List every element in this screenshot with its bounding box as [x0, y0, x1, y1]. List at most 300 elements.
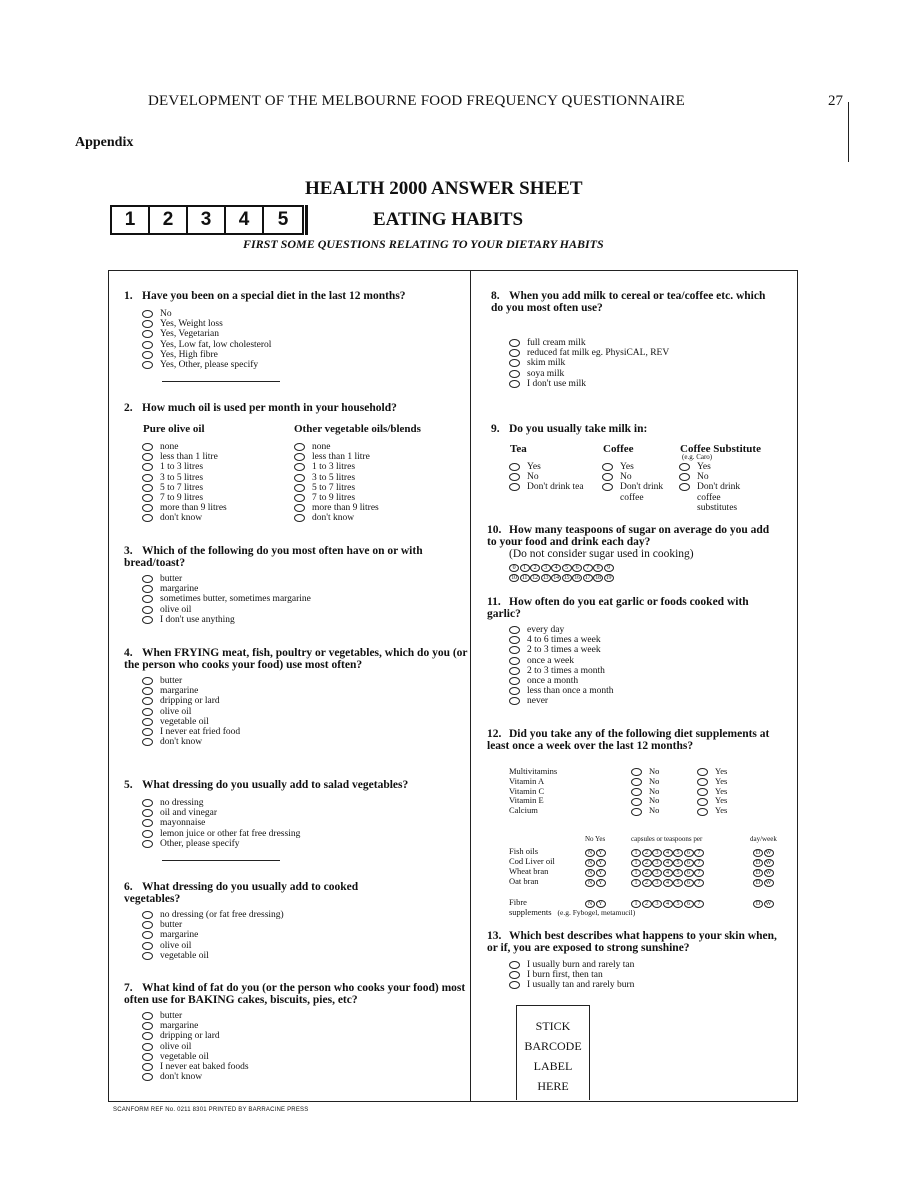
answer-bubble[interactable] — [294, 443, 305, 451]
option-label: Yes, Weight loss — [160, 319, 223, 330]
answer-bubble[interactable] — [142, 1032, 153, 1040]
q12-supplements — [509, 847, 774, 887]
answer-option[interactable] — [602, 462, 674, 472]
answer-bubble[interactable] — [142, 341, 153, 349]
answer-option[interactable] — [142, 605, 311, 615]
answer-option[interactable] — [142, 1062, 249, 1072]
quantity-bubble[interactable]: 3 — [652, 900, 662, 908]
answer-bubble[interactable] — [294, 463, 305, 471]
quantity-bubble[interactable]: 1 — [631, 900, 641, 908]
answer-bubble[interactable] — [142, 931, 153, 939]
no-label: No — [649, 766, 660, 776]
answer-bubble[interactable] — [509, 971, 520, 979]
answer-option[interactable] — [142, 503, 227, 513]
answer-bubble[interactable] — [142, 606, 153, 614]
no-option[interactable] — [631, 777, 697, 787]
digit-bubble[interactable]: 15 — [562, 574, 572, 582]
supplement-name: Vitamin C — [509, 785, 545, 796]
digit-bubble[interactable]: 10 — [509, 574, 519, 582]
question-2: 2. How much oil is used per month in your household? — [124, 402, 397, 414]
answer-bubble[interactable] — [142, 504, 153, 512]
id-digit-box: 3 — [188, 207, 226, 233]
option-label: Yes, Vegetarian — [160, 329, 220, 340]
answer-bubble[interactable] — [697, 808, 708, 816]
answer-option[interactable] — [142, 513, 227, 523]
quantity-bubble[interactable]: 5 — [673, 859, 683, 867]
yes-label: Yes — [715, 805, 728, 816]
q13-options — [509, 960, 634, 991]
answer-bubble[interactable] — [509, 657, 520, 665]
answer-option[interactable] — [509, 676, 614, 686]
answer-bubble[interactable] — [142, 718, 153, 726]
barcode-line: HERE — [537, 1079, 569, 1093]
answer-option[interactable] — [509, 472, 589, 482]
answer-bubble[interactable] — [142, 1053, 153, 1061]
yes-option[interactable] — [697, 787, 763, 797]
answer-option[interactable] — [142, 910, 284, 920]
answer-bubble[interactable] — [142, 799, 153, 807]
quantity-bubble[interactable]: 7 — [694, 900, 704, 908]
answer-bubble[interactable] — [142, 494, 153, 502]
quantity-bubble[interactable]: 6 — [684, 879, 694, 887]
digit-bubble[interactable]: 5 — [562, 564, 572, 572]
yes-label: Yes — [715, 766, 728, 776]
answer-bubble[interactable] — [142, 687, 153, 695]
answer-bubble[interactable] — [142, 819, 153, 827]
answer-bubble[interactable] — [294, 494, 305, 502]
supplement-name: Cod Liver oil — [509, 856, 555, 867]
digit-bubble[interactable]: 12 — [530, 574, 540, 582]
answer-option[interactable] — [509, 379, 669, 389]
answer-bubble[interactable] — [509, 687, 520, 695]
quantity-bubble[interactable]: 7 — [694, 879, 704, 887]
quantity-bubble[interactable]: 7 — [694, 849, 704, 857]
answer-bubble[interactable] — [294, 514, 305, 522]
quantity-bubble[interactable]: 2 — [642, 859, 652, 867]
answer-option[interactable] — [142, 951, 284, 961]
quantity-bubble[interactable]: 1 — [631, 859, 641, 867]
answer-bubble[interactable] — [509, 359, 520, 367]
answer-bubble[interactable] — [294, 484, 305, 492]
answer-bubble[interactable] — [631, 808, 642, 816]
answer-option[interactable] — [142, 829, 300, 839]
quantity-bubble[interactable]: 2 — [642, 900, 652, 908]
option-label: less than once a month — [527, 686, 614, 697]
digit-bubble[interactable]: 6 — [572, 564, 582, 572]
answer-option[interactable] — [509, 358, 669, 368]
answer-option[interactable] — [142, 1021, 249, 1031]
answer-option[interactable] — [142, 727, 240, 737]
option-label: I usually burn and rarely tan — [527, 960, 635, 970]
answer-bubble[interactable] — [679, 483, 690, 491]
digit-bubble[interactable]: 13 — [541, 574, 551, 582]
answer-bubble[interactable] — [294, 474, 305, 482]
yes-option[interactable] — [697, 796, 763, 806]
answer-option[interactable] — [509, 462, 589, 472]
answer-option[interactable] — [294, 513, 379, 523]
no-option[interactable] — [631, 796, 697, 806]
no-option[interactable] — [631, 806, 697, 816]
digit-bubble[interactable]: 11 — [520, 574, 530, 582]
digit-bubble[interactable]: 18 — [593, 574, 603, 582]
answer-bubble[interactable] — [142, 1043, 153, 1051]
ny-bubble[interactable]: Y — [596, 849, 606, 857]
q4-options — [142, 676, 240, 747]
q12-head-capsules: capsules or teaspoons per — [631, 835, 703, 843]
answer-option[interactable] — [294, 462, 379, 472]
ny-bubble[interactable]: N — [585, 900, 595, 908]
answer-option[interactable] — [142, 350, 271, 360]
answer-option[interactable] — [509, 970, 634, 980]
answer-bubble[interactable] — [142, 351, 153, 359]
supplement-name: Calcium — [509, 805, 538, 816]
digit-bubble[interactable]: 14 — [551, 574, 561, 582]
quantity-bubble[interactable]: 1 — [631, 849, 641, 857]
digit-bubble[interactable]: 0 — [509, 564, 519, 572]
supplement-row — [509, 806, 763, 816]
ny-bubble[interactable]: Y — [596, 900, 606, 908]
answer-option[interactable] — [142, 941, 284, 951]
q8-options — [509, 338, 669, 389]
digit-bubble[interactable]: 2 — [530, 564, 540, 572]
answer-option[interactable] — [142, 676, 240, 686]
answer-option[interactable] — [142, 930, 284, 940]
answer-option[interactable] — [509, 369, 669, 379]
answer-option[interactable] — [294, 503, 379, 513]
q9-substitute-options — [679, 462, 769, 513]
digit-bubble[interactable]: 7 — [583, 564, 593, 572]
quantity-bubble[interactable]: 1 — [631, 869, 641, 877]
option-label: I usually tan and rarely burn — [527, 980, 635, 991]
answer-bubble[interactable] — [602, 463, 613, 471]
day-week-bubble[interactable]: D — [753, 879, 763, 887]
ny-bubble[interactable]: N — [585, 849, 595, 857]
option-label: margarine — [160, 930, 199, 941]
answer-option[interactable] — [142, 798, 300, 808]
quantity-bubble[interactable]: 4 — [663, 859, 673, 867]
answer-option[interactable] — [142, 360, 271, 370]
answer-bubble[interactable] — [509, 473, 520, 481]
ny-bubble[interactable]: N — [585, 869, 595, 877]
answer-bubble[interactable] — [602, 473, 613, 481]
quantity-bubble[interactable]: 7 — [694, 869, 704, 877]
answer-bubble[interactable] — [142, 443, 153, 451]
answer-bubble[interactable] — [142, 697, 153, 705]
option-label: butter — [160, 1011, 183, 1021]
answer-bubble[interactable] — [142, 952, 153, 960]
quantity-bubble[interactable]: 2 — [642, 849, 652, 857]
answer-bubble[interactable] — [631, 778, 642, 786]
q10-digits-row2 — [509, 573, 614, 582]
option-label: 2 to 3 times a week — [527, 645, 601, 656]
day-week-bubble[interactable]: W — [764, 869, 774, 877]
question-8: 8. When you add milk to cereal or tea/coffee etc. which do you most often use? — [491, 290, 766, 314]
option-label: no dressing (or fat free dressing) — [160, 910, 284, 920]
quantity-bubble[interactable]: 4 — [663, 869, 673, 877]
answer-option[interactable] — [509, 338, 669, 348]
answer-bubble[interactable] — [142, 320, 153, 328]
answer-bubble[interactable] — [679, 463, 690, 471]
answer-option[interactable] — [142, 574, 311, 584]
answer-option[interactable] — [142, 594, 311, 604]
answer-option[interactable] — [509, 696, 614, 706]
answer-bubble[interactable] — [142, 677, 153, 685]
answer-bubble[interactable] — [142, 595, 153, 603]
supplement-name: Fibre — [509, 897, 527, 908]
answer-bubble[interactable] — [509, 646, 520, 654]
quantity-bubble[interactable]: 5 — [673, 900, 683, 908]
answer-option[interactable] — [294, 493, 379, 503]
answer-option[interactable] — [142, 615, 311, 625]
answer-option[interactable] — [509, 645, 614, 655]
quantity-bubble[interactable]: 5 — [673, 879, 683, 887]
answer-option[interactable] — [509, 686, 614, 696]
quantity-bubble[interactable]: 6 — [684, 869, 694, 877]
answer-option[interactable] — [142, 584, 311, 594]
answer-option[interactable] — [602, 472, 674, 482]
answer-option[interactable] — [142, 309, 271, 319]
answer-bubble[interactable] — [142, 463, 153, 471]
answer-option[interactable] — [679, 472, 769, 482]
answer-bubble[interactable] — [142, 575, 153, 583]
answer-bubble[interactable] — [509, 463, 520, 471]
answer-bubble[interactable] — [697, 798, 708, 806]
answer-option[interactable] — [509, 348, 669, 358]
ny-bubble[interactable]: Y — [596, 869, 606, 877]
answer-bubble[interactable] — [142, 361, 153, 369]
digit-bubble[interactable]: 1 — [520, 564, 530, 572]
answer-option[interactable] — [142, 920, 284, 930]
option-label: margarine — [160, 584, 199, 595]
answer-option[interactable] — [294, 473, 379, 483]
answer-option[interactable] — [142, 1031, 249, 1041]
answer-option[interactable] — [142, 462, 227, 472]
answer-bubble[interactable] — [142, 911, 153, 919]
option-label: none — [312, 442, 331, 452]
answer-bubble[interactable] — [509, 697, 520, 705]
answer-bubble[interactable] — [631, 788, 642, 796]
option-label: No — [620, 472, 632, 483]
answer-option[interactable] — [294, 452, 379, 462]
answer-option[interactable] — [509, 980, 634, 990]
answer-bubble[interactable] — [142, 921, 153, 929]
answer-bubble[interactable] — [602, 483, 613, 491]
yes-option[interactable] — [697, 777, 763, 787]
answer-option[interactable] — [142, 319, 271, 329]
no-yes-bubbles — [585, 847, 631, 857]
answer-bubble[interactable] — [697, 778, 708, 786]
answer-option[interactable] — [142, 340, 271, 350]
answer-option[interactable] — [142, 717, 240, 727]
answer-option[interactable] — [142, 696, 240, 706]
quantity-bubble[interactable]: 3 — [652, 849, 662, 857]
quantity-bubble[interactable]: 4 — [663, 849, 673, 857]
answer-bubble[interactable] — [697, 768, 708, 776]
day-week-bubble[interactable]: W — [764, 879, 774, 887]
option-label: Other, please specify — [160, 838, 240, 849]
answer-bubble[interactable] — [509, 349, 520, 357]
quantity-bubble[interactable]: 7 — [694, 859, 704, 867]
yes-option[interactable] — [697, 767, 763, 777]
fibre-sub-label: supplements — [509, 907, 552, 917]
answer-option[interactable] — [142, 1072, 249, 1082]
digit-bubble[interactable]: 3 — [541, 564, 551, 572]
answer-bubble[interactable] — [294, 504, 305, 512]
quantity-bubble[interactable]: 3 — [652, 869, 662, 877]
answer-option[interactable] — [679, 462, 769, 472]
ny-bubble[interactable]: Y — [596, 879, 606, 887]
answer-option[interactable] — [509, 960, 634, 970]
quantity-bubble[interactable]: 6 — [684, 859, 694, 867]
answer-bubble[interactable] — [509, 626, 520, 634]
answer-option[interactable] — [142, 737, 240, 747]
answer-option[interactable] — [142, 808, 300, 818]
quantity-bubble[interactable]: 6 — [684, 849, 694, 857]
digit-bubble[interactable]: 8 — [593, 564, 603, 572]
section-title: EATING HABITS — [373, 209, 524, 230]
answer-bubble[interactable] — [142, 1022, 153, 1030]
answer-bubble[interactable] — [142, 616, 153, 624]
answer-bubble[interactable] — [142, 585, 153, 593]
answer-option[interactable] — [294, 483, 379, 493]
day-week-bubble[interactable]: W — [764, 849, 774, 857]
yes-label: Yes — [715, 795, 728, 806]
answer-bubble[interactable] — [142, 1012, 153, 1020]
option-label: mayonnaise — [160, 818, 206, 829]
day-week-bubble[interactable]: D — [753, 900, 763, 908]
answer-bubble[interactable] — [142, 1073, 153, 1081]
answer-option[interactable] — [509, 666, 614, 676]
question-12: 12. Did you take any of the following diet supplements at least once a week over the last 12 months? — [487, 728, 770, 752]
digit-bubble[interactable]: 16 — [572, 574, 582, 582]
answer-option[interactable] — [679, 482, 769, 513]
answer-bubble[interactable] — [509, 677, 520, 685]
q5-options — [142, 798, 300, 849]
ny-bubble[interactable]: N — [585, 859, 595, 867]
answer-option[interactable] — [142, 329, 271, 339]
column-divider — [470, 270, 471, 1102]
option-label: Yes, High fibre — [160, 349, 218, 360]
answer-bubble[interactable] — [509, 981, 520, 989]
quantity-bubble[interactable]: 2 — [642, 869, 652, 877]
day-week-bubble[interactable]: W — [764, 900, 774, 908]
barcode-line: LABEL — [533, 1059, 573, 1073]
answer-bubble[interactable] — [142, 728, 153, 736]
answer-bubble[interactable] — [142, 942, 153, 950]
quantity-bubble[interactable]: 1 — [631, 879, 641, 887]
answer-bubble[interactable] — [142, 840, 153, 848]
q9-tea-options — [509, 462, 589, 493]
quantity-bubbles — [631, 847, 753, 857]
answer-option[interactable] — [142, 483, 227, 493]
quantity-bubble[interactable]: 5 — [673, 849, 683, 857]
answer-option[interactable] — [142, 1052, 249, 1062]
option-label: vegetable oil — [160, 950, 209, 961]
quantity-bubble[interactable]: 5 — [673, 869, 683, 877]
day-week-bubble[interactable]: W — [764, 859, 774, 867]
no-option[interactable] — [631, 787, 697, 797]
answer-bubble[interactable] — [509, 667, 520, 675]
answer-bubble[interactable] — [509, 370, 520, 378]
q9-col-substitute: Coffee Substitute — [680, 443, 761, 455]
answer-bubble[interactable] — [142, 738, 153, 746]
no-option[interactable] — [631, 767, 697, 777]
answer-option[interactable] — [142, 839, 300, 849]
answer-option[interactable] — [142, 493, 227, 503]
answer-option[interactable] — [142, 686, 240, 696]
answer-bubble[interactable] — [631, 768, 642, 776]
yes-option[interactable] — [697, 806, 763, 816]
supplement-row — [509, 867, 774, 877]
answer-bubble[interactable] — [142, 453, 153, 461]
day-week-bubble[interactable]: D — [753, 869, 763, 877]
option-label: sometimes butter, sometimes margarine — [160, 594, 311, 605]
answer-bubble[interactable] — [142, 330, 153, 338]
digit-bubble[interactable]: 19 — [604, 574, 614, 582]
option-label: Yes — [527, 462, 541, 472]
answer-option[interactable] — [509, 482, 589, 492]
answer-bubble[interactable] — [631, 798, 642, 806]
answer-bubble[interactable] — [697, 788, 708, 796]
answer-bubble[interactable] — [509, 380, 520, 388]
answer-option[interactable] — [142, 818, 300, 828]
quantity-bubble[interactable]: 6 — [684, 900, 694, 908]
answer-bubble[interactable] — [142, 809, 153, 817]
answer-bubble[interactable] — [142, 1063, 153, 1071]
answer-bubble[interactable] — [509, 339, 520, 347]
answer-bubble[interactable] — [509, 636, 520, 644]
q10-digits-row1 — [509, 563, 614, 572]
answer-option[interactable] — [142, 1042, 249, 1052]
answer-bubble[interactable] — [142, 474, 153, 482]
answer-option[interactable] — [142, 473, 227, 483]
id-digit-boxes — [110, 205, 304, 235]
answer-bubble[interactable] — [142, 514, 153, 522]
quantity-bubble[interactable]: 3 — [652, 859, 662, 867]
ny-bubble[interactable]: Y — [596, 859, 606, 867]
day-week-bubbles — [753, 877, 774, 887]
answer-bubble[interactable] — [142, 708, 153, 716]
answer-bubble[interactable] — [142, 830, 153, 838]
day-week-bubble[interactable]: D — [753, 859, 763, 867]
answer-option[interactable] — [142, 442, 227, 452]
answer-bubble[interactable] — [294, 453, 305, 461]
quantity-bubble[interactable]: 2 — [642, 879, 652, 887]
option-label: I don't use anything — [160, 614, 235, 625]
digit-bubble[interactable]: 9 — [604, 564, 614, 572]
answer-option[interactable] — [142, 452, 227, 462]
quantity-bubble[interactable]: 4 — [663, 879, 673, 887]
quantity-bubble[interactable]: 3 — [652, 879, 662, 887]
ny-bubble[interactable]: N — [585, 879, 595, 887]
day-week-bubble[interactable]: D — [753, 849, 763, 857]
answer-option[interactable] — [509, 625, 614, 635]
answer-option[interactable] — [509, 656, 614, 666]
answer-bubble[interactable] — [509, 483, 520, 491]
answer-option[interactable] — [509, 635, 614, 645]
answer-option[interactable] — [142, 707, 240, 717]
answer-bubble[interactable] — [142, 310, 153, 318]
answer-bubble[interactable] — [679, 473, 690, 481]
answer-bubble[interactable] — [142, 484, 153, 492]
digit-bubble[interactable]: 4 — [551, 564, 561, 572]
answer-bubble[interactable] — [509, 961, 520, 969]
quantity-bubble[interactable]: 4 — [663, 900, 673, 908]
answer-option[interactable] — [142, 1011, 249, 1021]
digit-bubble[interactable]: 17 — [583, 574, 593, 582]
answer-option[interactable] — [602, 482, 674, 502]
answer-option[interactable] — [294, 442, 379, 452]
